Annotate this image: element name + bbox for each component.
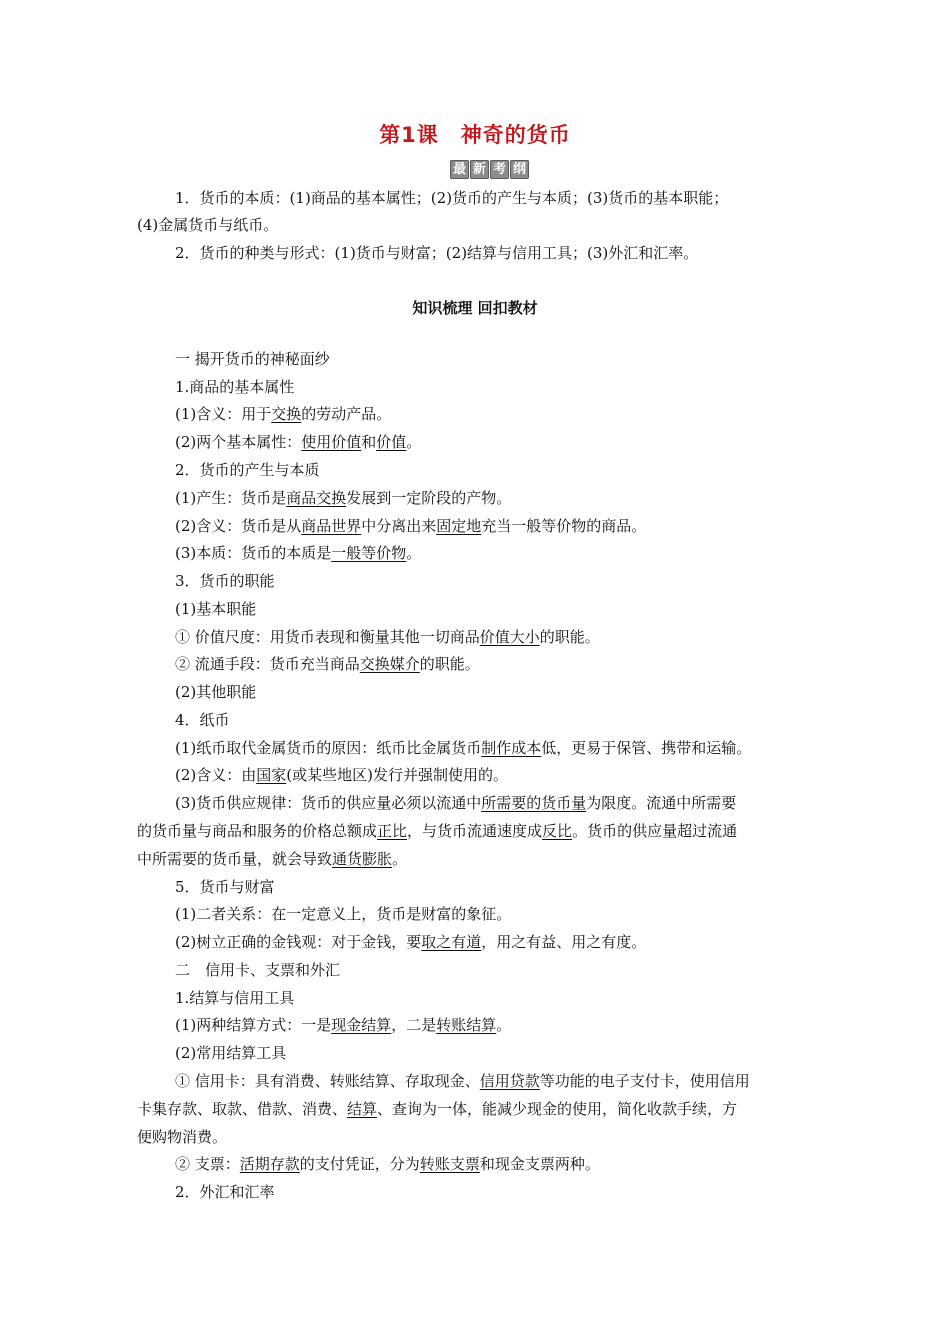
answer-blank: 所需要的货币量 — [481, 794, 587, 812]
answer-blank: 通货膨胀 — [332, 850, 393, 868]
outline-line — [175, 1153, 600, 1175]
line-text: 。 — [496, 1016, 512, 1034]
line-text: 2．货币的产生与本质 — [175, 461, 320, 479]
answer-blank: 信用贷款 — [479, 1072, 540, 1090]
answer-blank: 商品交换 — [286, 489, 347, 507]
answer-blank: 价值大小 — [479, 628, 540, 646]
outline-line — [175, 792, 736, 814]
exam-outline-badge — [450, 160, 529, 179]
line-text: (或某些地区)发行并强制使用的。 — [286, 766, 508, 784]
answer-blank: 一般等价物 — [331, 544, 407, 562]
line-text: 3．货币的职能 — [175, 572, 275, 590]
badge-char: 考 — [490, 160, 509, 179]
line-text: (1)纸币取代金属货币的原因：纸币比金属货币 — [175, 739, 482, 757]
line-text: ，与货币流通速度成 — [407, 822, 543, 840]
lesson-title: 第1课 神奇的货币 — [379, 123, 571, 147]
line-text: (2)常用结算工具 — [175, 1044, 287, 1062]
line-text: (3)货币供应规律：货币的供应量必须以流通中 — [175, 794, 482, 812]
answer-blank: 反比 — [542, 822, 573, 840]
line-text: (1)两种结算方式：一是 — [175, 1016, 332, 1034]
answer-blank: 取之有道 — [421, 933, 482, 951]
answer-blank: 固定地 — [436, 517, 482, 535]
answer-blank: 交换 — [271, 405, 302, 423]
answer-blank: 国家 — [256, 766, 287, 784]
line-text: 5．货币与财富 — [175, 878, 275, 896]
answer-blank: 交换媒介 — [359, 655, 420, 673]
outline-line — [175, 681, 256, 703]
line-text: ② 支票： — [175, 1155, 240, 1173]
outline-line — [175, 764, 508, 786]
exam-outline-item-2: 2．货币的种类与形式：(1)货币与财富；(2)结算与信用工具；(3)外汇和汇率。 — [175, 244, 699, 262]
outline-line — [137, 1098, 737, 1120]
line-text: 卡集存款、取款、借款、消费、 — [137, 1100, 348, 1118]
outline-line — [175, 931, 646, 953]
outline-line — [175, 987, 294, 1009]
outline-line — [175, 570, 275, 592]
line-text: 发展到一定阶段的产物。 — [346, 489, 512, 507]
answer-blank: 正比 — [377, 822, 408, 840]
outline-line — [175, 876, 275, 898]
line-text: ② 流通手段：货币充当商品 — [175, 655, 360, 673]
line-text: 一 揭开货币的神秘面纱 — [175, 350, 330, 368]
answer-blank: 转账支票 — [419, 1155, 480, 1173]
line-text: 等功能的电子支付卡，使用信用 — [539, 1072, 750, 1090]
badge-char: 新 — [470, 160, 489, 179]
answer-blank: 使用价值 — [301, 433, 362, 451]
line-text: 中分离出来 — [361, 517, 437, 535]
outline-line — [175, 959, 340, 981]
answer-blank: 现金结算 — [331, 1016, 392, 1034]
line-text: ，用之有益、用之有度。 — [481, 933, 647, 951]
outline-line — [175, 431, 421, 453]
line-text: 二 信用卡、支票和外汇 — [175, 961, 341, 979]
line-text: 便购物消费。 — [137, 1128, 228, 1146]
line-text: 和现金支票两种。 — [479, 1155, 600, 1173]
outline-line — [175, 459, 320, 481]
line-text: 的职能。 — [539, 628, 600, 646]
outline-line — [175, 737, 751, 759]
outline-line — [175, 348, 330, 370]
line-text: (1)基本职能 — [175, 600, 257, 618]
line-text: 的支付凭证，分为 — [299, 1155, 420, 1173]
answer-blank: 商品世界 — [301, 517, 362, 535]
line-text: (2)含义：由 — [175, 766, 257, 784]
outline-line — [175, 598, 256, 620]
exam-outline-item-1-cont: (4)金属货币与纸币。 — [137, 216, 279, 234]
line-text: 低，更易于保管、携带和运输。 — [541, 739, 752, 757]
line-text: 。 — [392, 850, 408, 868]
outline-line — [175, 653, 480, 675]
outline-line — [137, 848, 407, 870]
line-text: (3)本质：货币的本质是 — [175, 544, 332, 562]
line-text: (2)含义：货币是从 — [175, 517, 302, 535]
line-text: 和 — [361, 433, 377, 451]
outline-line — [175, 1042, 286, 1064]
outline-line — [175, 1181, 275, 1203]
line-text: 、查询为一体，能减少现金的使用，简化收款手续，方 — [377, 1100, 738, 1118]
outline-line — [175, 487, 511, 509]
line-text: 1.商品的基本属性 — [175, 378, 295, 396]
outline-line — [137, 1126, 227, 1148]
outline-line — [175, 1014, 511, 1036]
line-text: (2)其他职能 — [175, 683, 257, 701]
line-text: 中所需要的货币量，就会导致 — [137, 850, 333, 868]
outline-line — [175, 542, 421, 564]
line-text: (1)产生：货币是 — [175, 489, 287, 507]
line-text: (2)树立正确的金钱观：对于金钱，要 — [175, 933, 422, 951]
outline-line — [175, 1070, 750, 1092]
line-text: 的职能。 — [419, 655, 480, 673]
line-text: 。 — [406, 544, 422, 562]
line-text: 4．纸币 — [175, 711, 230, 729]
line-text: 为限度。流通中所需要 — [586, 794, 737, 812]
line-text: 的劳动产品。 — [301, 405, 392, 423]
line-text: 1.结算与信用工具 — [175, 989, 295, 1007]
outline-line — [175, 515, 646, 537]
answer-blank: 转账结算 — [436, 1016, 497, 1034]
outline-line — [175, 709, 230, 731]
answer-blank: 结算 — [347, 1100, 378, 1118]
line-text: 2．外汇和汇率 — [175, 1183, 275, 1201]
outline-line — [137, 820, 737, 842]
outline-line — [175, 403, 391, 425]
badge-char: 纲 — [510, 160, 529, 179]
outline-line — [175, 626, 600, 648]
line-text: 充当一般等价物的商品。 — [481, 517, 647, 535]
line-text: 。 — [406, 433, 422, 451]
line-text: ① 信用卡：具有消费、转账结算、存取现金、 — [175, 1072, 480, 1090]
line-text: ① 价值尺度：用货币表现和衡量其他一切商品 — [175, 628, 480, 646]
line-text: ，二是 — [391, 1016, 437, 1034]
line-text: (1)二者关系：在一定意义上，货币是财富的象征。 — [175, 905, 512, 923]
line-text: (1)含义：用于 — [175, 405, 272, 423]
answer-blank: 活期存款 — [239, 1155, 300, 1173]
outline-line — [175, 376, 294, 398]
badge-char: 最 — [450, 160, 469, 179]
line-text: 。货币的供应量超过流通 — [572, 822, 738, 840]
exam-outline-item-1: 1．货币的本质：(1)商品的基本属性；(2)货币的产生与本质；(3)货币的基本职能； — [175, 189, 729, 207]
outline-line — [175, 903, 511, 925]
answer-blank: 制作成本 — [481, 739, 542, 757]
line-text: 的货币量与商品和服务的价格总额成 — [137, 822, 378, 840]
section-heading: 知识梳理 回扣教材 — [412, 299, 538, 317]
line-text: (2)两个基本属性： — [175, 433, 302, 451]
answer-blank: 价值 — [376, 433, 407, 451]
